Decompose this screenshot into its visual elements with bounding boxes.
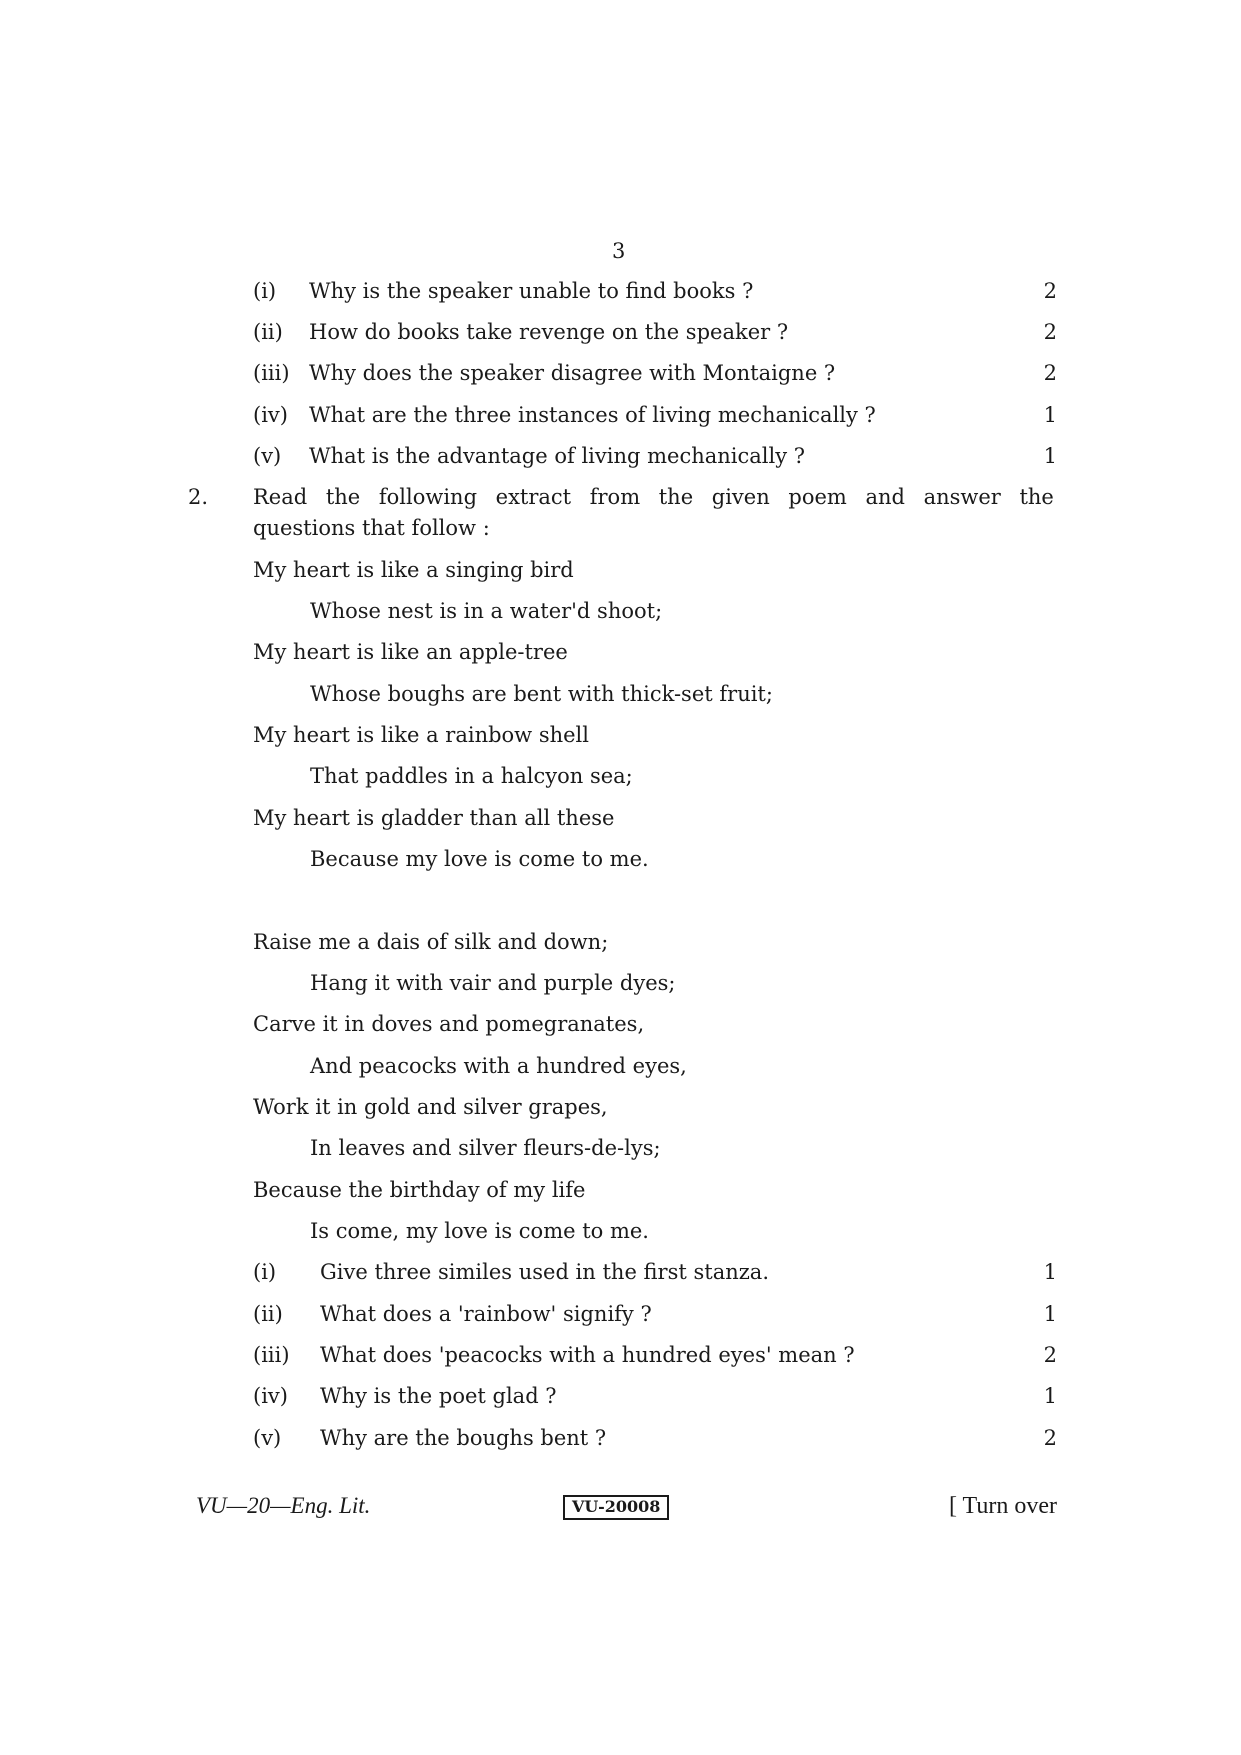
question-number: (v) <box>253 1426 282 1450</box>
question-marks: 1 <box>1043 403 1057 427</box>
question-number: (v) <box>253 444 282 468</box>
question-text: How do books take revenge on the speaker ? <box>309 320 789 344</box>
prompt-word: poem <box>788 485 847 509</box>
question-number: (ii) <box>253 320 283 344</box>
question-number: (i) <box>253 279 277 303</box>
poem-line: And peacocks with a hundred eyes, <box>310 1054 687 1078</box>
question-marks: 2 <box>1043 1343 1057 1367</box>
poem-line: Carve it in doves and pomegranates, <box>253 1012 645 1036</box>
prompt-word: following <box>378 485 478 509</box>
question-text: Give three similes used in the first stanza. <box>320 1260 769 1284</box>
poem-line: In leaves and silver fleurs-de-lys; <box>310 1136 661 1160</box>
question-2-number: 2. <box>188 485 209 509</box>
question-text: Why does the speaker disagree with Montaigne ? <box>309 361 836 385</box>
poem-line: Hang it with vair and purple dyes; <box>310 971 676 995</box>
poem-line: Because the birthday of my life <box>253 1178 586 1202</box>
footer-code-box: VU-20008 <box>563 1495 669 1520</box>
footer-turn-over: [ Turn over <box>948 1493 1057 1519</box>
question-marks: 1 <box>1043 1260 1057 1284</box>
question-number: (iii) <box>253 1343 290 1367</box>
prompt-word: from <box>589 485 641 509</box>
question-marks: 1 <box>1043 1384 1057 1408</box>
prompt-word: given <box>711 485 770 509</box>
question-marks: 2 <box>1043 1426 1057 1450</box>
question-text: Why is the speaker unable to find books ? <box>309 279 754 303</box>
question-number: (iv) <box>253 403 288 427</box>
poem-line: My heart is like a rainbow shell <box>253 723 589 747</box>
question-text: What does 'peacocks with a hundred eyes' mean ? <box>320 1343 855 1367</box>
question-number: (iii) <box>253 361 290 385</box>
question-2-prompt-line2: questions that follow : <box>253 516 490 540</box>
poem-line: That paddles in a halcyon sea; <box>310 764 633 788</box>
poem-line: My heart is like a singing bird <box>253 558 574 582</box>
poem-line: Work it in gold and silver grapes, <box>253 1095 608 1119</box>
prompt-word: extract <box>495 485 572 509</box>
poem-line: My heart is gladder than all these <box>253 806 615 830</box>
question-marks: 1 <box>1043 444 1057 468</box>
question-text: Why is the poet glad ? <box>320 1384 557 1408</box>
poem-line: Whose boughs are bent with thick-set fruit; <box>310 682 773 706</box>
question-text: What are the three instances of living mechanically ? <box>309 403 876 427</box>
page-number: 3 <box>612 239 626 263</box>
prompt-word: the <box>325 485 361 509</box>
prompt-word: answer <box>923 485 1001 509</box>
question-marks: 2 <box>1043 361 1057 385</box>
question-2-prompt-line1 <box>253 487 1054 508</box>
poem-line: Whose nest is in a water'd shoot; <box>310 599 663 623</box>
question-number: (i) <box>253 1260 277 1284</box>
footer-paper-code: VU—20—Eng. Lit. <box>196 1493 371 1518</box>
question-marks: 2 <box>1043 279 1057 303</box>
question-marks: 1 <box>1043 1302 1057 1326</box>
poem-line: Raise me a dais of silk and down; <box>253 930 609 954</box>
question-number: (iv) <box>253 1384 288 1408</box>
poem-line: Is come, my love is come to me. <box>310 1219 649 1243</box>
prompt-word: and <box>865 485 905 509</box>
prompt-word: the <box>658 485 694 509</box>
poem-line: My heart is like an apple-tree <box>253 640 568 664</box>
question-marks: 2 <box>1043 320 1057 344</box>
prompt-word: Read <box>253 485 308 509</box>
question-text: Why are the boughs bent ? <box>320 1426 607 1450</box>
poem-line: Because my love is come to me. <box>310 847 649 871</box>
prompt-word: the <box>1019 485 1054 509</box>
question-text: What is the advantage of living mechanically ? <box>309 444 806 468</box>
question-number: (ii) <box>253 1302 283 1326</box>
question-text: What does a 'rainbow' signify ? <box>320 1302 652 1326</box>
